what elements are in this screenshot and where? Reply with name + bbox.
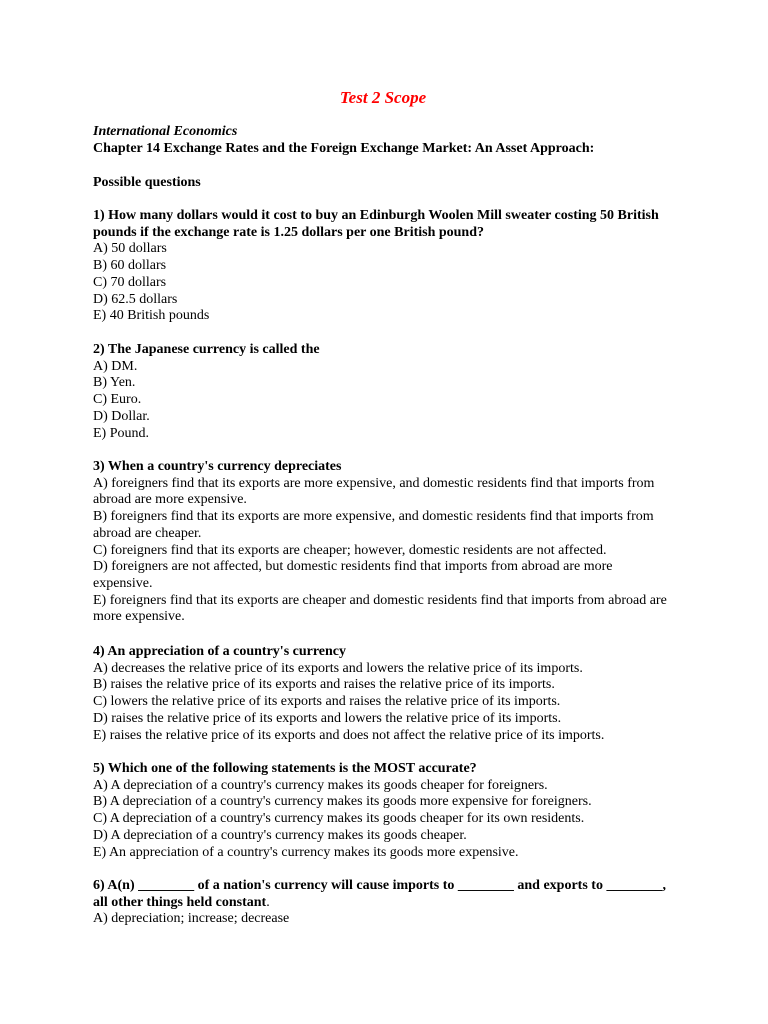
- answer-option: A) A depreciation of a country's currency makes its goods cheaper for foreigners.: [93, 777, 548, 793]
- answer-option: D) Dollar.: [93, 408, 150, 424]
- answer-option: B) foreigners find that its exports are more expensive, and domestic residents find that imports from abroad are cheaper.: [93, 509, 654, 541]
- question-2: [93, 342, 673, 442]
- question-5: [93, 761, 673, 861]
- answer-option: B) raises the relative price of its exports and raises the relative price of its imports.: [93, 677, 555, 693]
- document-title: Test 2 Scope: [339, 88, 427, 107]
- answer-option: E) Pound.: [93, 425, 149, 441]
- answer-option: B) Yen.: [93, 375, 136, 391]
- question-6: [93, 878, 673, 928]
- answer-option: A) 50 dollars: [93, 241, 167, 257]
- answer-option: E) raises the relative price of its exports and does not affect the relative price of its imports.: [93, 727, 605, 743]
- answer-option: E) foreigners find that its exports are cheaper and domestic residents find that imports from abroad are more expensive.: [93, 592, 667, 625]
- answer-option: D) A depreciation of a country's currency makes its goods cheaper.: [93, 827, 467, 843]
- answer-option: C) Euro.: [93, 392, 142, 408]
- answer-option: D) foreigners are not affected, but domestic residents find that imports from abroad are more expensive.: [93, 559, 613, 591]
- question-1: [93, 208, 673, 325]
- question-4: [93, 644, 673, 744]
- answer-option: D) 62.5 dollars: [93, 291, 178, 307]
- chapter-heading: Chapter 14 Exchange Rates and the Foreign Exchange Market: An Asset Approach:: [93, 141, 595, 156]
- question-text: 3) When a country's currency depreciates: [93, 459, 342, 474]
- question-text-main: 6) A(n) ________ of a nation's currency will cause imports to ________ and exports to ________, all other things held constant: [93, 878, 666, 910]
- answer-option: D) raises the relative price of its exports and lowers the relative price of its imports.: [93, 710, 562, 726]
- answer-option: C) 70 dollars: [93, 274, 167, 290]
- subject-heading: International Economics: [93, 124, 238, 139]
- section-heading: Possible questions: [93, 175, 201, 190]
- answer-option: E) An appreciation of a country's currency makes its goods more expensive.: [93, 844, 519, 860]
- question-3: [93, 459, 673, 626]
- answer-option: A) foreigners find that its exports are more expensive, and domestic residents find that imports from abroad are more expensive.: [93, 475, 655, 508]
- question-text: 2) The Japanese currency is called the: [93, 342, 320, 357]
- question-text-period: .: [266, 894, 270, 910]
- answer-option: A) depreciation; increase; decrease: [93, 911, 290, 927]
- answer-option: C) A depreciation of a country's currency makes its goods cheaper for its own residents.: [93, 811, 585, 827]
- answer-option: B) A depreciation of a country's currency makes its goods more expensive for foreigners.: [93, 794, 592, 810]
- answer-option: C) foreigners find that its exports are cheaper; however, domestic residents are not affected.: [93, 542, 607, 558]
- question-text: [93, 878, 673, 911]
- answer-option: A) DM.: [93, 358, 138, 374]
- answer-option: C) lowers the relative price of its exports and raises the relative price of its imports.: [93, 694, 561, 710]
- question-text: 5) Which one of the following statements is the MOST accurate?: [93, 761, 477, 776]
- question-text: 4) An appreciation of a country's currency: [93, 644, 347, 659]
- answer-option: A) decreases the relative price of its exports and lowers the relative price of its imports.: [93, 660, 583, 676]
- answer-option: B) 60 dollars: [93, 258, 167, 274]
- answer-option: E) 40 British pounds: [93, 308, 210, 324]
- question-text: 1) How many dollars would it cost to buy an Edinburgh Woolen Mill sweater costing 50 British pounds if the exchange rate is 1.25 dollars per one British pound?: [93, 208, 659, 240]
